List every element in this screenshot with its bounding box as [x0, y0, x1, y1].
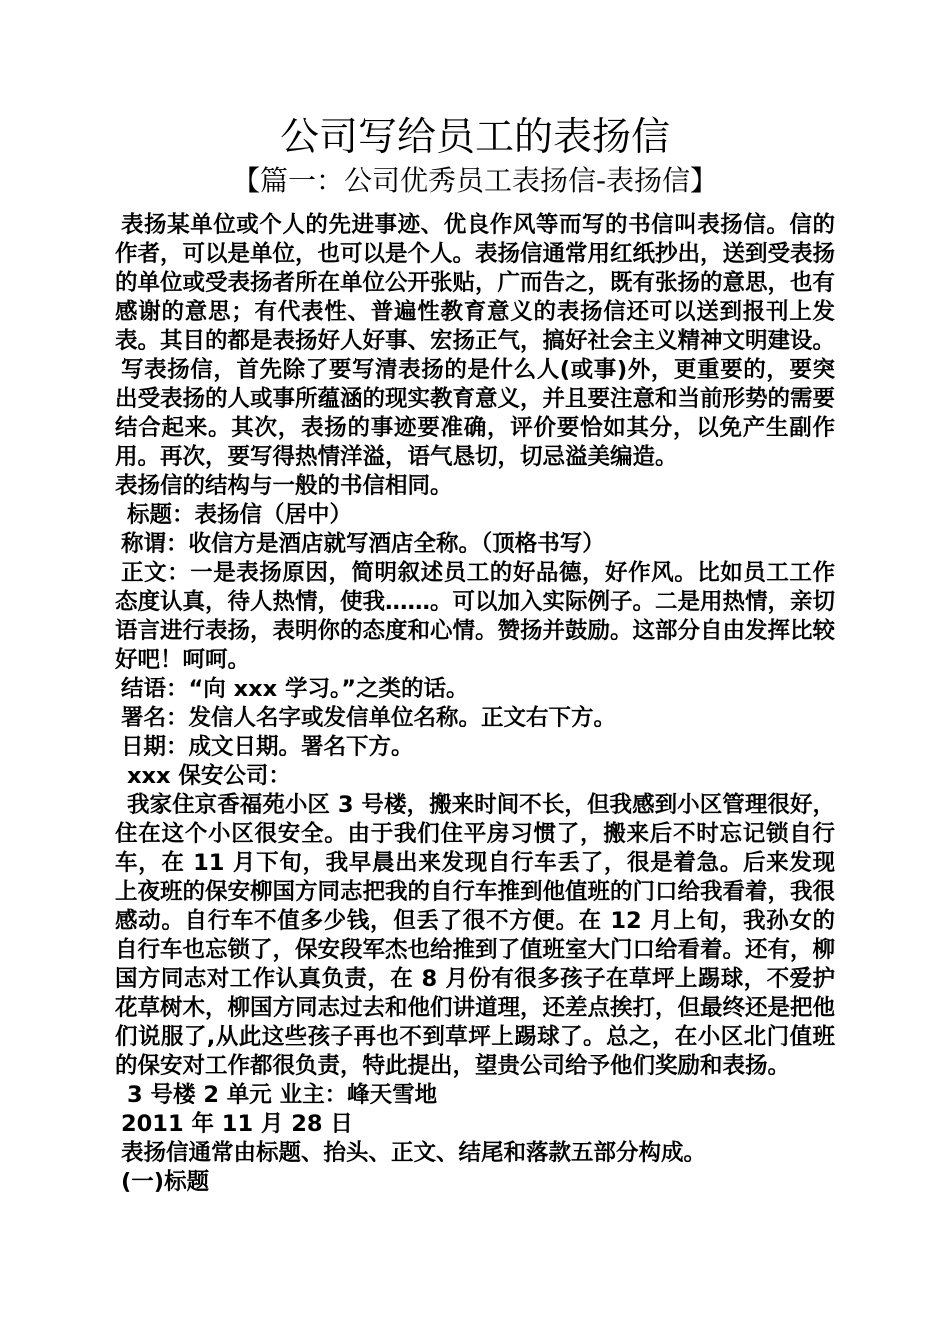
paragraph-closing-rule: 结语：“向 xxx 学习。”之类的话。	[121, 676, 469, 702]
paragraph-structure: 表扬信的结构与一般的书信相同。	[115, 473, 453, 499]
paragraph-signature-rule: 署名：发信人名字或发信单位名称。正文右下方。	[121, 705, 617, 731]
document-title: 公司写给员工的表扬信	[279, 115, 670, 160]
paragraph-letter-date: 2011 年 11 月 28 日	[121, 1111, 353, 1137]
paragraph-title-rule: 标题：表扬信（居中）	[127, 502, 353, 528]
paragraph-letter-signature: 3 号楼 2 单元 业主：峰天雪地	[127, 1082, 438, 1108]
paragraph-salutation-rule: 称谓：收信方是酒店就写酒店全称。（顶格书写）	[121, 531, 605, 557]
paragraph-date-rule: 日期：成文日期。署名下方。	[121, 734, 414, 760]
document-subtitle: 【篇一：公司优秀员工表扬信-表扬信】	[231, 164, 719, 197]
paragraph-writing-tips: 写表扬信，首先除了要写清表扬的是什么人(或事)外，更重要的，要突出受表扬的人或事所蕴涵的现实教育意义，并且要注意和当前形势的需要结合起来。其次，表扬的事迹要准确，评价要恰如其分，以免产生副作用。再次，要写得热情洋溢，语气恳切，切忌溢美编造。	[115, 357, 836, 470]
paragraph-letter-body: 我家住京香福苑小区 3 号楼，搬来时间不长，但我感到小区管理很好，住在这个小区很安全。由于我们住平房习惯了，搬来后不时忘记锁自行车，在 11 月下旬，我早晨出来发现自行车丢了，很是着急。后来发现上夜班的保安柳国方同志把我的自行车推到他值班的门口给我看着，我很感动。自行车不值多少钱，但丢了很不方便。在 12 月上旬，我孙女的自行车也忘锁了，保安段军杰也给推到了值班室大门口给看着。还有，柳国方同志对工作认真负责，在 8 月份有很多孩子在草坪上踢球，不爱护花草树木，柳国方同志过去和他们讲道理，还差点挨打，但最终还是把他们说服了,从此这些孩子再也不到草坪上踢球了。总之，在小区北门值班的保安对工作都很负责，特此提出，望贵公司给予他们奖励和表扬。	[115, 792, 836, 1079]
paragraph-intro: 表扬某单位或个人的先进事迹、优良作风等而写的书信叫表扬信。信的作者，可以是单位，也可以是个人。表扬信通常用红纸抄出，送到受表扬的单位或受表扬者所在单位公开张贴，广而告之，既有张扬的意思，也有感谢的意思；有代表性、普遍性教育意义的表扬信还可以送到报刊上发表。其目的都是表扬好人好事、宏扬正气，搞好社会主义精神文明建设。	[115, 212, 836, 354]
paragraph-body-rule: 正文：一是表扬原因，简明叙述员工的好品德，好作风。比如员工工作态度认真，待人热情，使我……。可以加入实际例子。二是用热情，亲切语言进行表扬，表明你的态度和心情。赞扬并鼓励。这部分自由发挥比较好吧！呵呵。	[115, 560, 836, 673]
paragraph-parts-summary: 表扬信通常由标题、抬头、正文、结尾和落款五部分构成。	[121, 1140, 707, 1166]
paragraph-letter-salutation: xxx 保安公司：	[127, 763, 291, 789]
paragraph-section-heading: (一)标题	[121, 1169, 210, 1195]
document-body	[115, 211, 835, 1197]
